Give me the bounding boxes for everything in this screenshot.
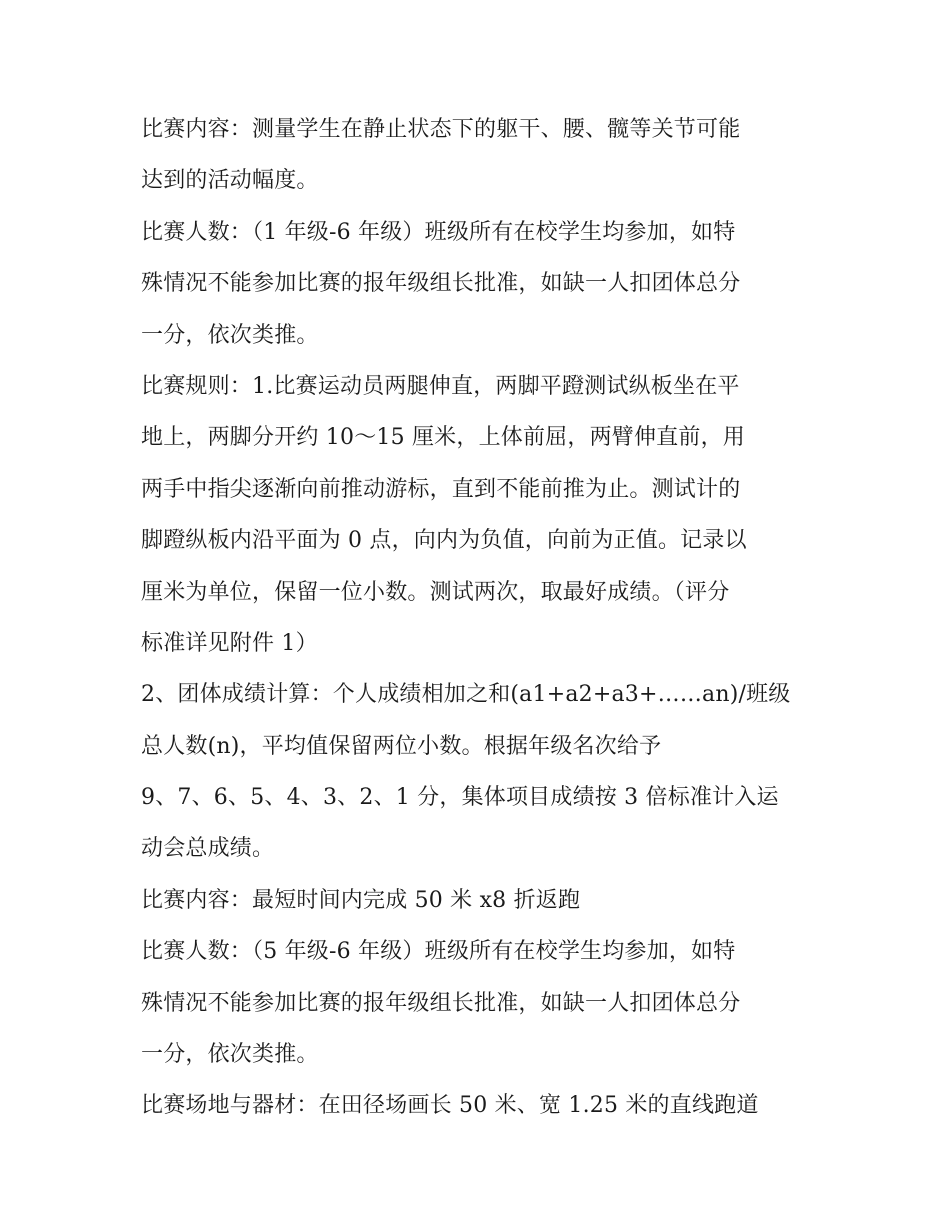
text-line: 9、7、6、5、4、3、2、1 分，集体项目成绩按 3 倍标准计入运: [141, 785, 779, 811]
text-line: 比赛人数：（1 年级-6 年级）班级所有在校学生均参加，如特: [141, 219, 736, 245]
text-line: 地上，两脚分开约 10～15 厘米，上体前屈，两臂伸直前，用: [141, 425, 745, 451]
text-line: 殊情况不能参加比赛的报年级组长批准，如缺一人扣团体总分: [141, 271, 741, 297]
text-line: 比赛内容：测量学生在静止状态下的躯干、腰、髋等关节可能: [141, 117, 741, 142]
text-line: 动会总成绩。: [141, 836, 275, 862]
text-line: 达到的活动幅度。: [141, 168, 319, 194]
text-line: 脚蹬纵板内沿平面为 0 点，向内为负值，向前为正值。记录以: [141, 528, 747, 554]
text-line: 比赛人数：（5 年级-6 年级）班级所有在校学生均参加，如特: [141, 939, 736, 965]
text-line: 比赛规则：1.比赛运动员两腿伸直，两脚平蹬测试纵板坐在平: [141, 373, 740, 399]
text-line: 标准详见附件 1）: [141, 630, 318, 656]
text-line: 一分，依次类推。: [141, 322, 319, 348]
document-body: [141, 104, 821, 1132]
text-line: 两手中指尖逐渐向前推动游标，直到不能前推为止。测试计的: [141, 476, 741, 502]
text-line: 总人数(n)，平均值保留两位小数。根据年级名次给予: [141, 733, 662, 759]
text-line: 殊情况不能参加比赛的报年级组长批准，如缺一人扣团体总分: [141, 990, 741, 1016]
text-line: 2、团体成绩计算：个人成绩相加之和(a1+a2+a3+……an)/班级: [141, 682, 791, 708]
text-line: 比赛场地与器材：在田径场画长 50 米、宽 1.25 米的直线跑道: [141, 1093, 759, 1119]
text-line: 比赛内容：最短时间内完成 50 米 x8 折返跑: [141, 887, 581, 913]
text-line: 厘米为单位，保留一位小数。测试两次，取最好成绩。（评分: [141, 579, 730, 605]
text-line: 一分，依次类推。: [141, 1042, 319, 1068]
